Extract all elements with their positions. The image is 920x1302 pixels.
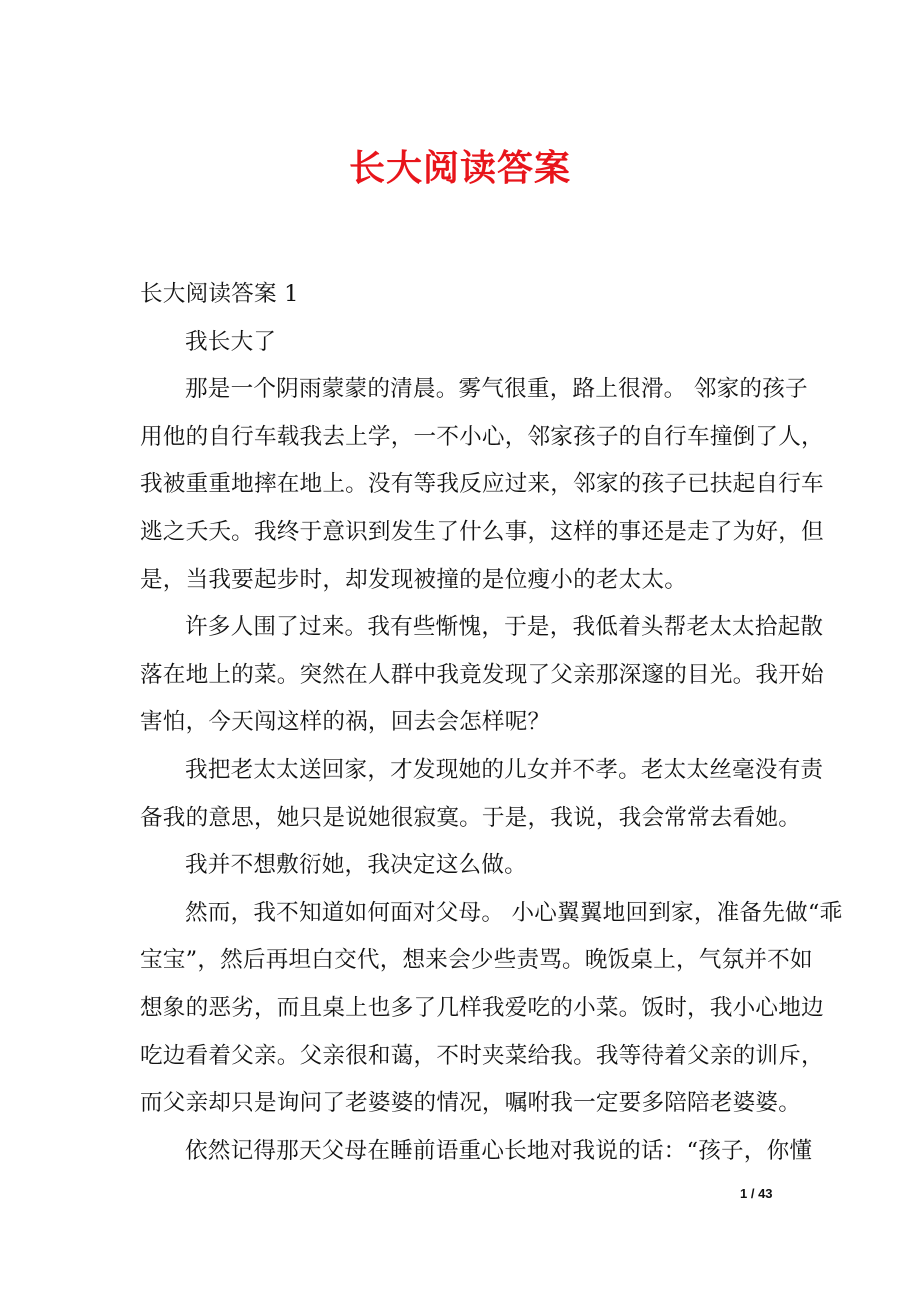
text-line: 用他的自行车载我去上学，一不小心，邻家孩子的自行车撞倒了人， [140, 423, 824, 450]
text-line: 落在地上的菜。突然在人群中我竟发现了父亲那深邃的目光。我开始 [140, 661, 824, 688]
text-line: 逃之夭夭。我终于意识到发生了什么事，这样的事还是走了为好，但 [140, 518, 824, 545]
text-line: 是，当我要起步时，却发现被撞的是位瘦小的老太太。 [140, 566, 688, 593]
text-line: 而父亲却只是询问了老婆婆的情况，嘱咐我一定要多陪陪老婆婆。 [140, 1090, 802, 1117]
text-line: 备我的意思，她只是说她很寂寞。于是，我说，我会常常去看她。 [140, 804, 802, 831]
text-line: 吃边看着父亲。父亲很和蔼，不时夹菜给我。我等待着父亲的训斥， [140, 1042, 824, 1069]
text-line: 害怕，今天闯这样的祸，回去会怎样呢？ [140, 709, 551, 736]
document-title: 长大阅读答案 [348, 147, 571, 189]
text-line: 我并不想敷衍她，我决定这么做。 [185, 852, 527, 879]
text-line: 我被重重地摔在地上。没有等我反应过来，邻家的孩子已扶起自行车 [140, 471, 824, 498]
page-number: 1 / 43 [740, 1186, 773, 1201]
section-heading: 长大阅读答案 1 [140, 281, 299, 307]
text-line: 想象的恶劣，而且桌上也多了几样我爱吃的小菜。饭时，我小心地边 [140, 994, 824, 1021]
story-title: 我长大了 [185, 328, 277, 355]
text-line: 许多人围了过来。我有些惭愧，于是，我低着头帮老太太拾起散 [185, 614, 824, 641]
text-line: 然而，我不知道如何面对父母。 小心翼翼地回到家，准备先做“乖 [185, 899, 843, 926]
text-line: 那是一个阴雨蒙蒙的清晨。雾气很重，路上很滑。 邻家的孩子 [185, 376, 808, 403]
text-line: 宝宝”，然后再坦白交代，想来会少些责骂。晚饭桌上，气氛并不如 [140, 947, 813, 974]
document-body [140, 271, 843, 1175]
text-line: 依然记得那天父母在睡前语重心长地对我说的话：“孩子，你懂 [185, 1137, 813, 1164]
text-line: 我把老太太送回家，才发现她的儿女并不孝。老太太丝毫没有责 [185, 756, 824, 783]
